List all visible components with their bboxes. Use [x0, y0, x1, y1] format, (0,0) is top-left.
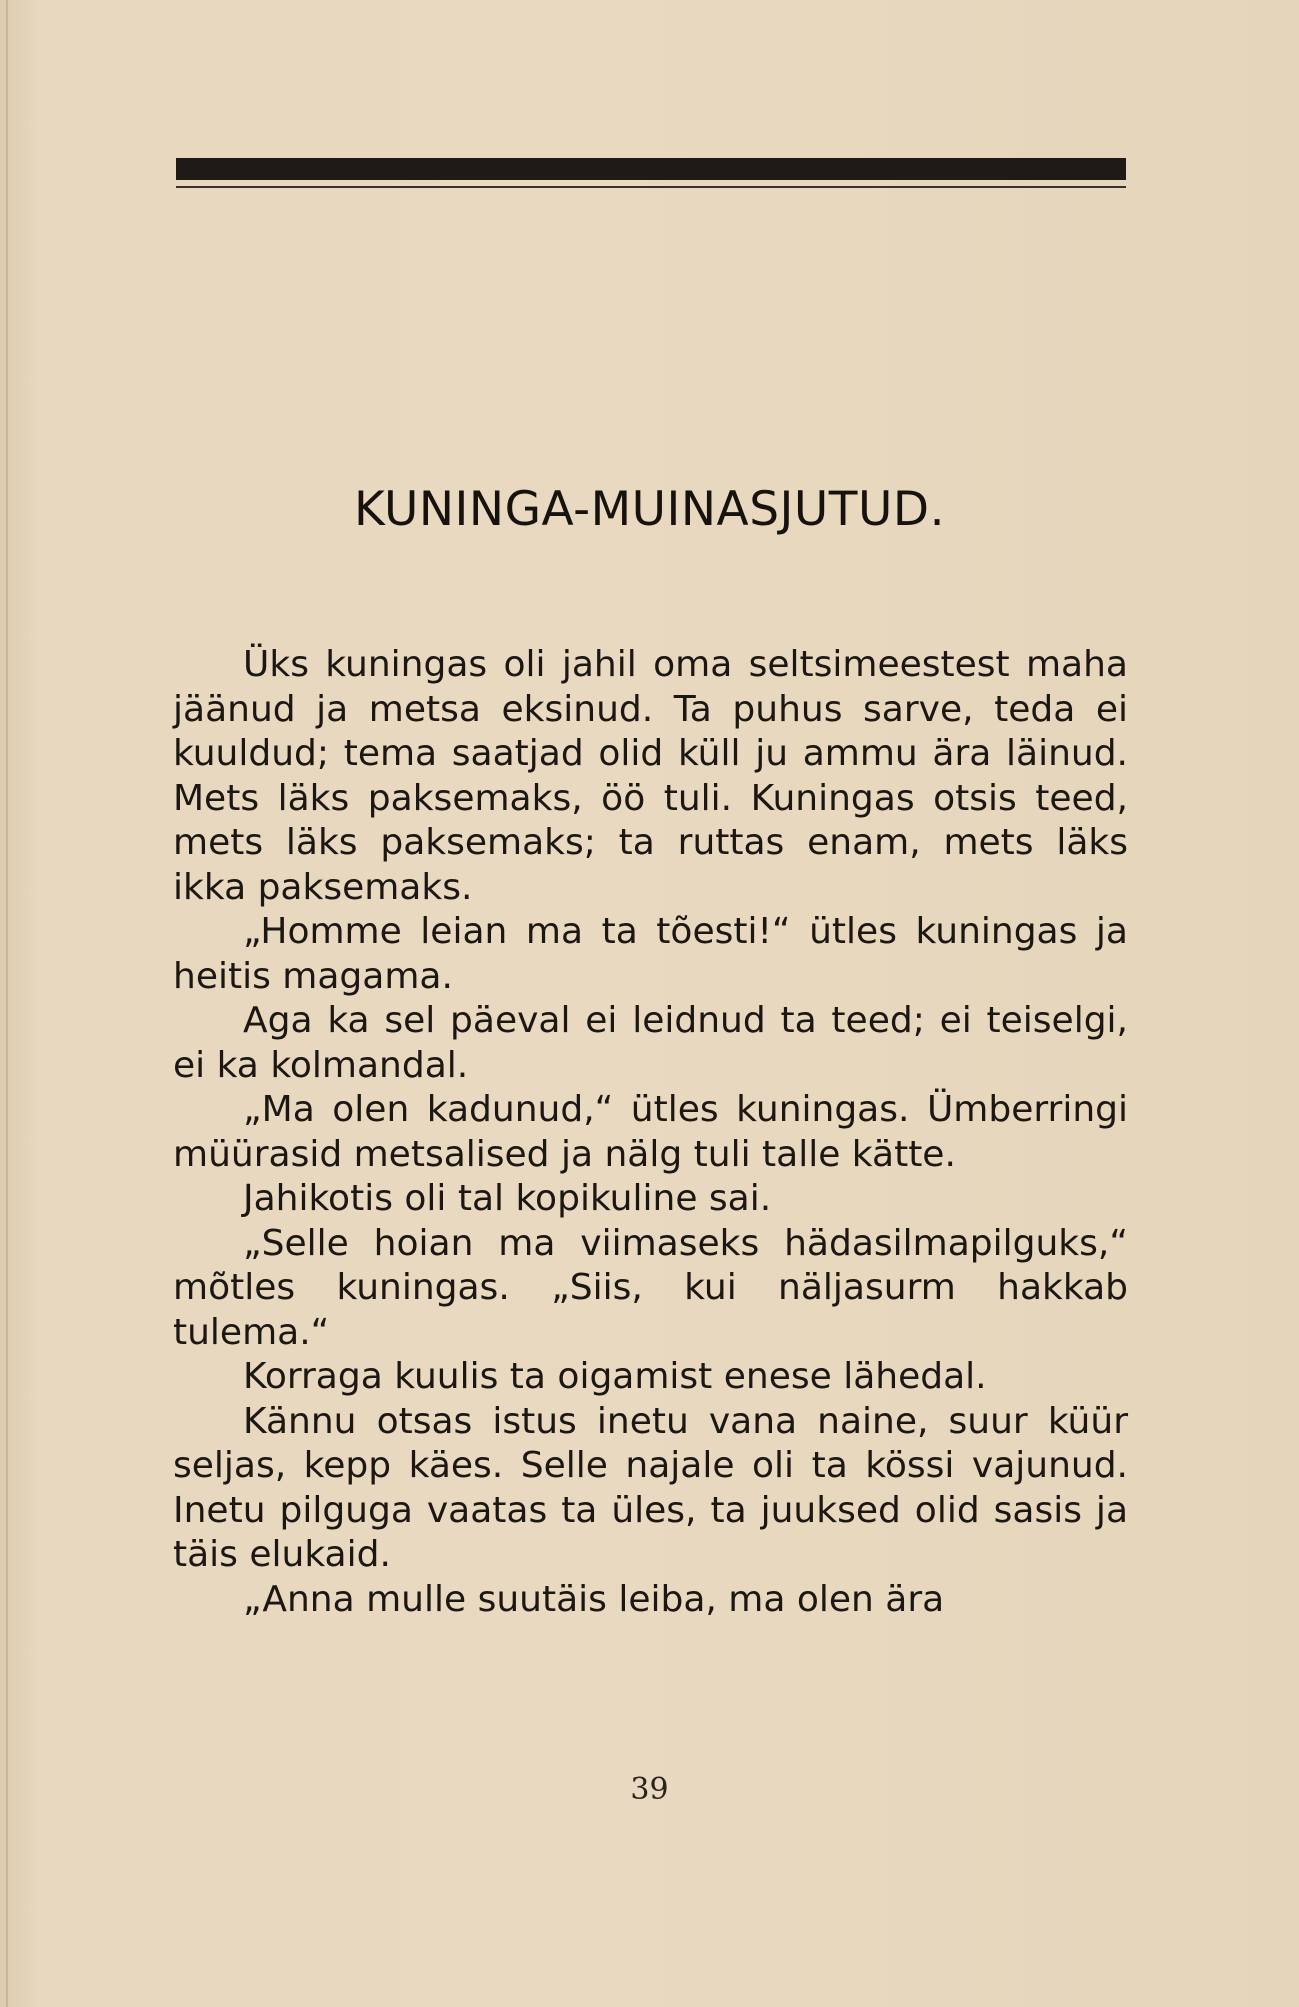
paragraph: Korraga kuulis ta oigamist enese lähedal. — [243, 1356, 987, 1397]
paragraph: Aga ka sel päeval ei leidnud ta teed; ei teiselgi, ei ka kolmandal. — [173, 1000, 1128, 1086]
paragraph: „Ma olen kadunud,“ ütles kuningas. Ümberringi müürasid metsalised ja nälg tuli talle kätte. — [173, 1089, 1128, 1175]
body-text — [173, 643, 1128, 1622]
paragraph: „Anna mulle suutäis leiba, ma olen ära — [243, 1578, 945, 1620]
paragraph: „Homme leian ma ta tõesti!“ ütles kuningas ja heitis magama. — [173, 911, 1128, 997]
page-number: 39 — [630, 1772, 669, 1807]
paragraph: Kännu otsas istus inetu vana naine, suur küür seljas, kepp käes. Selle najale oli ta kössi vajunud. Inetu pilguga vaatas ta üles, ta juuksed olid sasis ja täis elukaid. — [173, 1400, 1128, 1575]
header-ornament-rule — [176, 158, 1126, 180]
paragraph: Üks kuningas oli jahil oma seltsimeestest maha jäänud ja metsa eksinud. Ta puhus sarve, teda ei kuuldud; tema saatjad olid küll ju ammu ära läinud. Mets läks paksemaks, öö tuli. Kuningas otsis teed, mets läks paksemaks; ta ruttas enam, mets läks ikka paksemaks. — [173, 644, 1128, 908]
page-edge-shadow — [6, 0, 8, 2007]
header-thin-rule — [176, 186, 1126, 188]
paragraph: Jahikotis oli tal kopikuline sai. — [243, 1178, 772, 1219]
chapter-title: KUNINGA-MUINASJUTUD. — [353, 482, 946, 537]
paragraph: „Selle hoian ma viimaseks hädasilmapilguks,“ mõtles kuningas. „Siis, kui näljasurm hakkab tulema.“ — [173, 1222, 1128, 1353]
